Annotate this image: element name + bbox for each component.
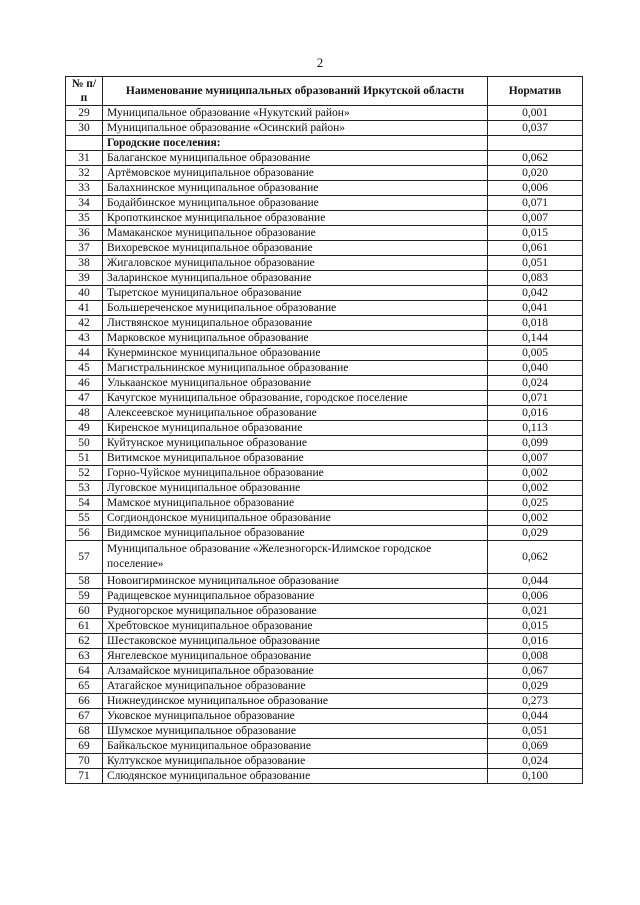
normative-value: 0,002 [488, 481, 583, 496]
header-number: № п/п [66, 77, 103, 106]
row-number: 64 [66, 664, 103, 679]
municipality-name: Артёмовское муниципальное образование [103, 166, 488, 181]
row-number: 45 [66, 361, 103, 376]
table-body [66, 106, 583, 784]
row-number: 34 [66, 196, 103, 211]
row-number: 65 [66, 679, 103, 694]
normative-value: 0,100 [488, 769, 583, 784]
normative-value: 0,021 [488, 604, 583, 619]
normative-value: 0,037 [488, 121, 583, 136]
row-number: 52 [66, 466, 103, 481]
table-row [66, 376, 583, 391]
table-row [66, 166, 583, 181]
municipality-name: Слюдянское муниципальное образование [103, 769, 488, 784]
row-number: 71 [66, 769, 103, 784]
table-header [66, 77, 583, 106]
row-number: 42 [66, 316, 103, 331]
municipality-name: Киренское муниципальное образование [103, 421, 488, 436]
row-number: 32 [66, 166, 103, 181]
row-number: 61 [66, 619, 103, 634]
normative-value: 0,024 [488, 376, 583, 391]
row-number: 57 [66, 541, 103, 574]
normative-value: 0,029 [488, 526, 583, 541]
municipality-name: Бодайбинское муниципальное образование [103, 196, 488, 211]
row-number: 41 [66, 301, 103, 316]
row-number: 59 [66, 589, 103, 604]
municipality-name: Балаганское муниципальное образование [103, 151, 488, 166]
table-row [66, 421, 583, 436]
normative-value: 0,040 [488, 361, 583, 376]
table-row [66, 301, 583, 316]
normative-value: 0,018 [488, 316, 583, 331]
normative-value: 0,015 [488, 226, 583, 241]
municipality-name: Магистральнинское муниципальное образование [103, 361, 488, 376]
row-number: 54 [66, 496, 103, 511]
row-number: 38 [66, 256, 103, 271]
municipality-name: Горно-Чуйское муниципальное образование [103, 466, 488, 481]
table-row [66, 151, 583, 166]
normative-value: 0,083 [488, 271, 583, 286]
table-row [66, 724, 583, 739]
table-row [66, 271, 583, 286]
row-number: 46 [66, 376, 103, 391]
table-row [66, 496, 583, 511]
table-row [66, 121, 583, 136]
municipality-name: Рудногорское муниципальное образование [103, 604, 488, 619]
normative-value: 0,144 [488, 331, 583, 346]
normative-value: 0,061 [488, 241, 583, 256]
municipality-name: Култукское муниципальное образование [103, 754, 488, 769]
table-row [66, 664, 583, 679]
municipality-name: Шестаковское муниципальное образование [103, 634, 488, 649]
municipality-name: Шумское муниципальное образование [103, 724, 488, 739]
normative-value: 0,062 [488, 151, 583, 166]
normative-value: 0,051 [488, 256, 583, 271]
row-number: 53 [66, 481, 103, 496]
normative-value: 0,016 [488, 406, 583, 421]
table-row [66, 451, 583, 466]
municipality-name: Балахнинское муниципальное образование [103, 181, 488, 196]
municipality-name: Алзамайское муниципальное образование [103, 664, 488, 679]
table-row [66, 604, 583, 619]
table-row [66, 739, 583, 754]
table-row [66, 709, 583, 724]
normative-value: 0,062 [488, 541, 583, 574]
table-row [66, 316, 583, 331]
normative-table [65, 76, 583, 784]
table-row [66, 574, 583, 589]
row-number: 39 [66, 271, 103, 286]
normative-value: 0,069 [488, 739, 583, 754]
table-row [66, 346, 583, 361]
normative-value: 0,042 [488, 286, 583, 301]
page-number: 2 [316, 55, 324, 70]
municipality-name: Янгелевское муниципальное образование [103, 649, 488, 664]
table-row [66, 694, 583, 709]
municipality-name: Хребтовское муниципальное образование [103, 619, 488, 634]
row-number: 36 [66, 226, 103, 241]
row-number: 51 [66, 451, 103, 466]
row-number: 49 [66, 421, 103, 436]
row-number: 30 [66, 121, 103, 136]
municipality-name: Байкальское муниципальное образование [103, 739, 488, 754]
normative-value: 0,006 [488, 589, 583, 604]
normative-value: 0,024 [488, 754, 583, 769]
row-number [66, 136, 103, 151]
table-row [66, 511, 583, 526]
normative-value: 0,067 [488, 664, 583, 679]
table-row [66, 436, 583, 451]
municipality-name: Видимское муниципальное образование [103, 526, 488, 541]
row-number: 68 [66, 724, 103, 739]
row-number: 55 [66, 511, 103, 526]
table-row [66, 331, 583, 346]
normative-value: 0,044 [488, 574, 583, 589]
section-heading: Городские поселения: [103, 136, 488, 151]
normative-value: 0,001 [488, 106, 583, 121]
normative-value: 0,007 [488, 211, 583, 226]
normative-value: 0,008 [488, 649, 583, 664]
normative-value: 0,099 [488, 436, 583, 451]
row-number: 35 [66, 211, 103, 226]
table-row [66, 226, 583, 241]
table-row [66, 589, 583, 604]
municipality-name: Кунерминское муниципальное образование [103, 346, 488, 361]
header-name: Наименование муниципальных образований Иркутской области [103, 77, 488, 106]
row-number: 43 [66, 331, 103, 346]
table-row [66, 406, 583, 421]
normative-value: 0,016 [488, 634, 583, 649]
municipality-name: Муниципальное образование «Нукутский район» [103, 106, 488, 121]
section-heading-row [66, 136, 583, 151]
table-row [66, 106, 583, 121]
table-row [66, 391, 583, 406]
row-number: 37 [66, 241, 103, 256]
normative-value: 0,002 [488, 511, 583, 526]
table-row [66, 241, 583, 256]
normative-value: 0,005 [488, 346, 583, 361]
table-row [66, 754, 583, 769]
municipality-name: Муниципальное образование «Железногорск-Илимское городское поселение» [103, 541, 488, 574]
normative-value: 0,051 [488, 724, 583, 739]
municipality-name: Марковское муниципальное образование [103, 331, 488, 346]
table-row [66, 634, 583, 649]
normative-value: 0,002 [488, 466, 583, 481]
municipality-name: Луговское муниципальное образование [103, 481, 488, 496]
municipality-name: Тыретское муниципальное образование [103, 286, 488, 301]
normative-value: 0,015 [488, 619, 583, 634]
row-number: 63 [66, 649, 103, 664]
municipality-name: Мамское муниципальное образование [103, 496, 488, 511]
normative-value: 0,029 [488, 679, 583, 694]
table-row [66, 196, 583, 211]
table-row [66, 481, 583, 496]
table-row [66, 526, 583, 541]
municipality-name: Согдиондонское муниципальное образование [103, 511, 488, 526]
table-row [66, 649, 583, 664]
table-row [66, 256, 583, 271]
row-number: 66 [66, 694, 103, 709]
row-number: 70 [66, 754, 103, 769]
municipality-name: Алексеевское муниципальное образование [103, 406, 488, 421]
table-row [66, 286, 583, 301]
municipality-name: Радищевское муниципальное образование [103, 589, 488, 604]
municipality-name: Большереченское муниципальное образование [103, 301, 488, 316]
normative-value: 0,041 [488, 301, 583, 316]
table-row [66, 769, 583, 784]
row-number: 56 [66, 526, 103, 541]
normative-value: 0,007 [488, 451, 583, 466]
municipality-name: Жигаловское муниципальное образование [103, 256, 488, 271]
municipality-name: Вихоревское муниципальное образование [103, 241, 488, 256]
municipality-name: Витимское муниципальное образование [103, 451, 488, 466]
normative-value: 0,273 [488, 694, 583, 709]
row-number: 48 [66, 406, 103, 421]
row-number: 29 [66, 106, 103, 121]
municipality-name: Заларинское муниципальное образование [103, 271, 488, 286]
row-number: 67 [66, 709, 103, 724]
municipality-name: Куйтунское муниципальное образование [103, 436, 488, 451]
municipality-name: Новоигирминское муниципальное образование [103, 574, 488, 589]
normative-value: 0,113 [488, 421, 583, 436]
row-number: 69 [66, 739, 103, 754]
table-row [66, 211, 583, 226]
row-number: 60 [66, 604, 103, 619]
header-normative: Норматив [488, 77, 583, 106]
row-number: 31 [66, 151, 103, 166]
normative-value: 0,071 [488, 391, 583, 406]
normative-value: 0,025 [488, 496, 583, 511]
normative-value: 0,020 [488, 166, 583, 181]
row-number: 47 [66, 391, 103, 406]
municipality-name: Муниципальное образование «Осинский район» [103, 121, 488, 136]
municipality-name: Листвянское муниципальное образование [103, 316, 488, 331]
normative-value [488, 136, 583, 151]
row-number: 40 [66, 286, 103, 301]
header-row [66, 77, 583, 106]
municipality-name: Улькаанское муниципальное образование [103, 376, 488, 391]
row-number: 44 [66, 346, 103, 361]
row-number: 33 [66, 181, 103, 196]
table-row [66, 361, 583, 376]
table-row [66, 181, 583, 196]
row-number: 62 [66, 634, 103, 649]
row-number: 50 [66, 436, 103, 451]
municipality-name: Кропоткинское муниципальное образование [103, 211, 488, 226]
normative-value: 0,044 [488, 709, 583, 724]
municipality-name: Нижнеудинское муниципальное образование [103, 694, 488, 709]
normative-value: 0,071 [488, 196, 583, 211]
table-row [66, 679, 583, 694]
row-number: 58 [66, 574, 103, 589]
municipality-name: Качугское муниципальное образование, городское поселение [103, 391, 488, 406]
table-row [66, 619, 583, 634]
normative-value: 0,006 [488, 181, 583, 196]
municipality-name: Атагайское муниципальное образование [103, 679, 488, 694]
table-row [66, 541, 583, 574]
table-row [66, 466, 583, 481]
municipality-name: Уковское муниципальное образование [103, 709, 488, 724]
municipality-name: Мамаканское муниципальное образование [103, 226, 488, 241]
